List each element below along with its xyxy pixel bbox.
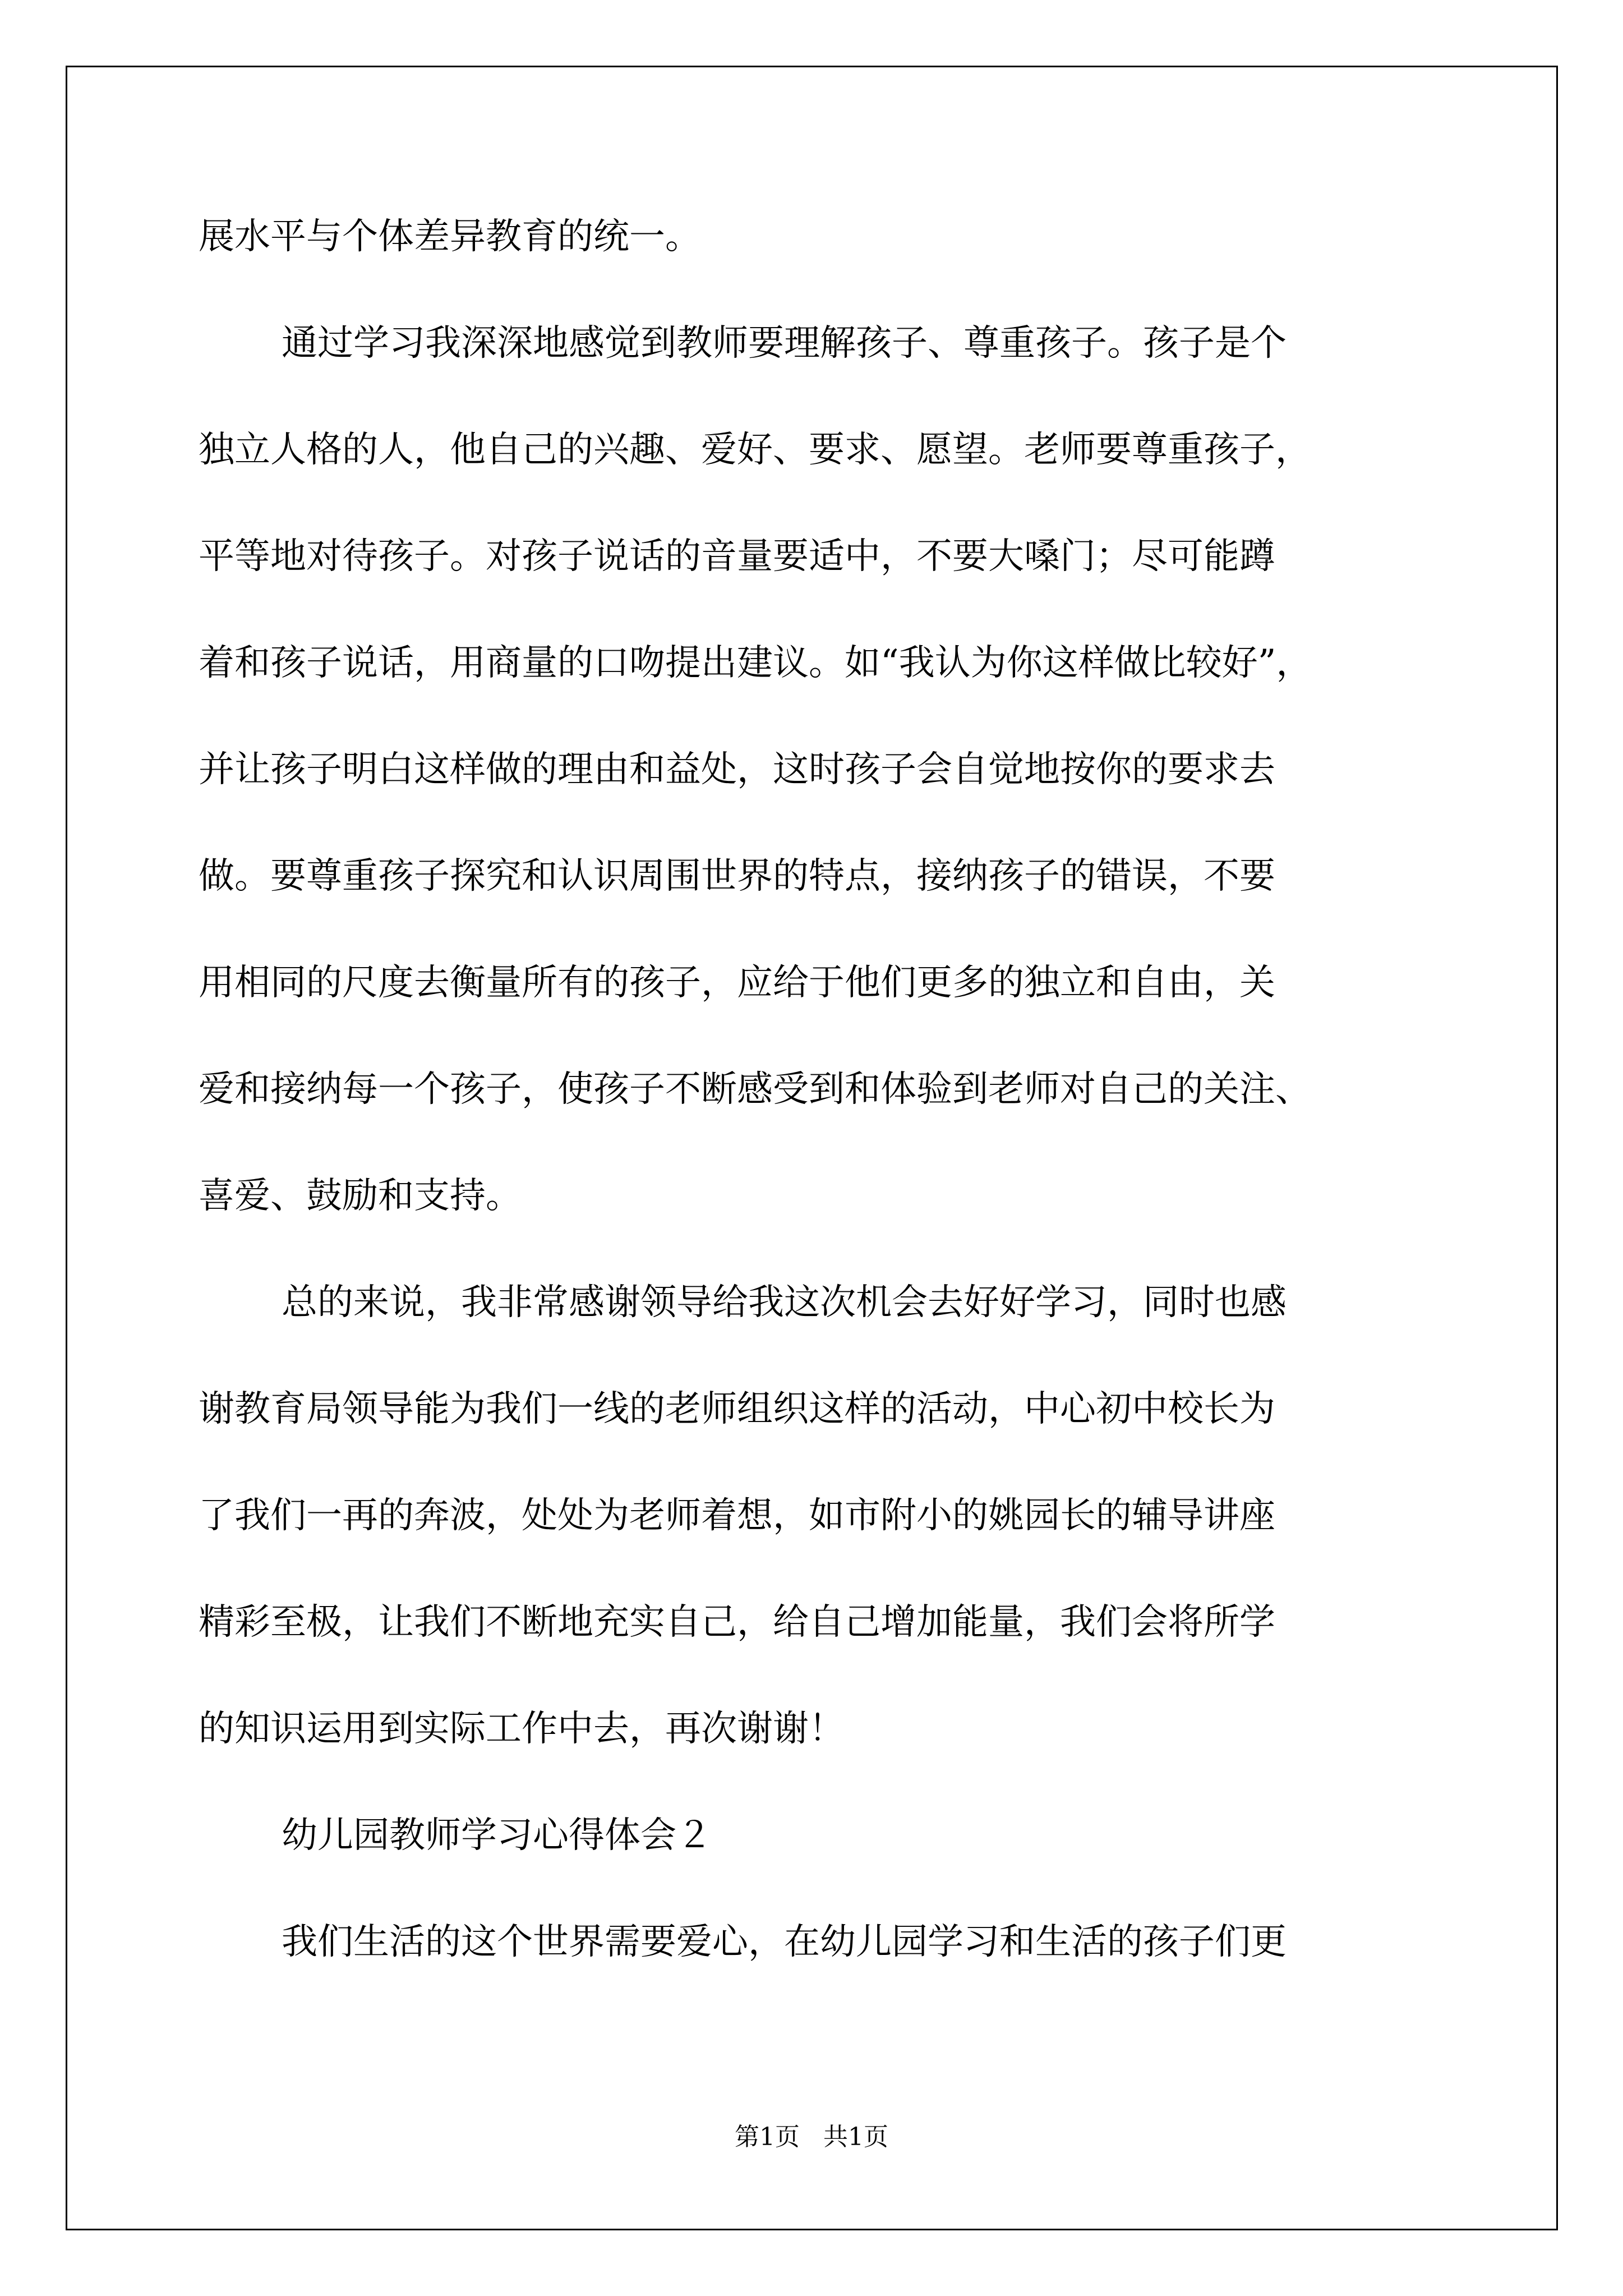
text-line: 展水平与个体差异教育的统一。: [199, 216, 701, 257]
text-line: 的知识运用到实际工作中去，再次谢谢！: [199, 1708, 845, 1750]
text-line: 用相同的尺度去衡量所有的孩子，应给于他们更多的独立和自由，关: [199, 962, 1275, 1004]
text-line: 独立人格的人，他自己的兴趣、爱好、要求、愿望。老师要尊重孩子，: [199, 429, 1311, 471]
text-line: 精彩至极，让我们不断地充实自己，给自己增加能量，我们会将所学: [199, 1602, 1275, 1643]
paragraph-start-line: 总的来说，我非常感谢领导给我这次机会去好好学习，同时也感: [282, 1282, 1287, 1323]
text-line: 爱和接纳每一个孩子，使孩子不断感受到和体验到老师对自己的关注、: [199, 1069, 1311, 1110]
section-heading: 幼儿园教师学习心得体会２: [282, 1815, 712, 1856]
text-line: 喜爱、鼓励和支持。: [199, 1175, 522, 1217]
page-border: [66, 66, 1558, 2230]
text-line: 谢教育局领导能为我们一线的老师组织这样的活动，中心初中校长为: [199, 1388, 1275, 1430]
text-line: 了我们一再的奔波，处处为老师着想，如市附小的姚园长的辅导讲座: [199, 1495, 1275, 1536]
text-line: 平等地对待孩子。对孩子说话的音量要适中，不要大嗓门；尽可能蹲: [199, 536, 1275, 577]
text-line: 并让孩子明白这样做的理由和益处，这时孩子会自觉地按你的要求去: [199, 749, 1275, 790]
paragraph-start-line: 通过学习我深深地感觉到教师要理解孩子、尊重孩子。孩子是个: [282, 323, 1287, 364]
page-number-footer: 第1页 共1页: [735, 2123, 888, 2151]
text-line: 着和孩子说话，用商量的口吻提出建议。如“我认为你这样做比较好”，: [199, 642, 1312, 684]
paragraph-start-line: 我们生活的这个世界需要爱心，在幼儿园学习和生活的孩子们更: [282, 1921, 1287, 1963]
text-line: 做。要尊重孩子探究和认识周围世界的特点，接纳孩子的错误，不要: [199, 855, 1275, 897]
